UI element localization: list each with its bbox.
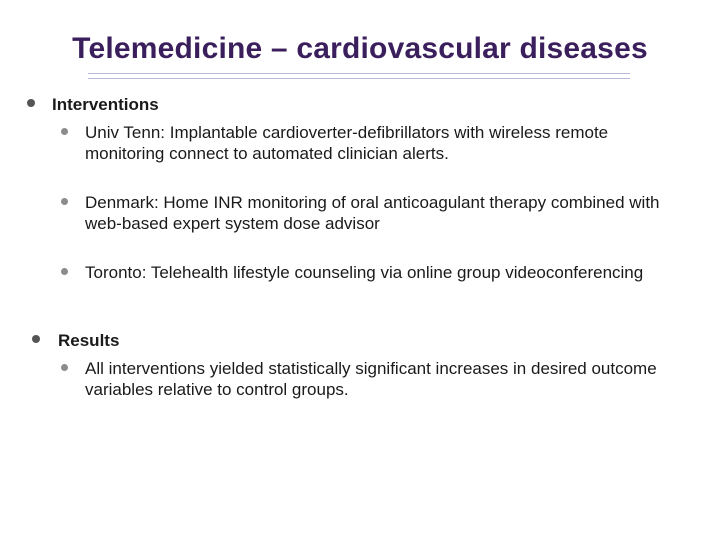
title-underline (88, 73, 630, 79)
bullet-dot-icon (32, 335, 40, 343)
bullet-text: Univ Tenn: Implantable cardioverter-defibrillators with wireless remote monitoring connect to automated clinician alerts. (85, 123, 609, 163)
bullet-text: All interventions yielded statistically significant increases in desired outcome variables relative to control groups. (85, 359, 657, 399)
bullet-text: Denmark: Home INR monitoring of oral anticoagulant therapy combined with web-based expert system dose advisor (85, 193, 660, 233)
sub-bullet-univ-tenn (61, 122, 685, 164)
slide-title: Telemedicine – cardiovascular diseases (72, 32, 648, 65)
bullet-dot-icon (27, 99, 35, 107)
sub-bullet-denmark (61, 192, 685, 234)
sub-bullet-dot-icon (61, 128, 68, 135)
sub-bullet-dot-icon (61, 198, 68, 205)
section-heading: Results (58, 331, 120, 350)
sub-bullet-dot-icon (61, 268, 68, 275)
bullet-text: Toronto: Telehealth lifestyle counseling via online group videoconferencing (85, 263, 644, 282)
bullet-results (32, 330, 119, 351)
sub-bullet-dot-icon (61, 364, 68, 371)
section-heading: Interventions (52, 95, 159, 114)
bullet-interventions (27, 94, 159, 115)
sub-bullet-toronto (61, 262, 685, 283)
sub-bullet-results (61, 358, 685, 400)
